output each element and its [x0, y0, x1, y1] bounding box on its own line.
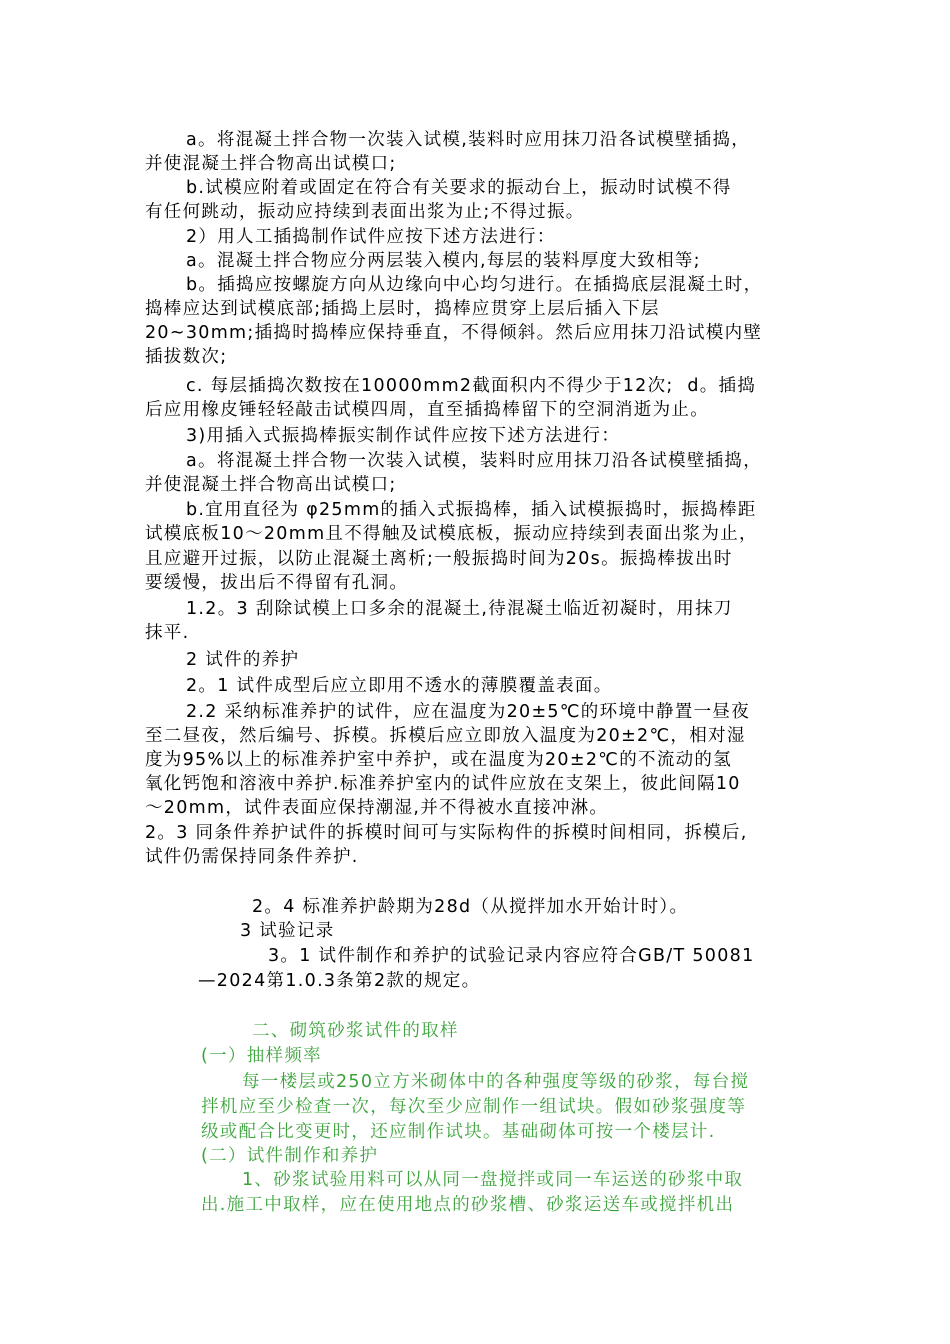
subsection-heading: (一）抽样频率	[201, 1046, 322, 1066]
paragraph-line: 20~30mm;插捣时捣棒应保持垂直，不得倾斜。然后应用抹刀沿试模内壁	[145, 323, 763, 343]
paragraph-line: 出.施工中取样，应在使用地点的砂浆槽、砂浆运送车或搅拌机出	[201, 1195, 735, 1215]
paragraph-line: 要缓慢，拔出后不得留有孔洞。	[145, 573, 409, 593]
paragraph-line: 后应用橡皮锤轻轻敲击试模四周，直至插捣棒留下的空洞消逝为止。	[145, 400, 709, 420]
section-heading: 二、砌筑砂浆试件的取样	[252, 1021, 459, 1041]
paragraph-line: b.宜用直径为 φ25mm的插入式振捣棒，插入试模振捣时，振捣棒距	[186, 500, 757, 520]
paragraph-line: 3)用插入式振捣棒振实制作试件应按下述方法进行：	[186, 426, 621, 446]
paragraph-line: 拌机应至少检查一次，每次至少应制作一组试块。假如砂浆强度等	[201, 1097, 747, 1117]
paragraph-line: c. 每层插捣次数按在10000mm2截面积内不得少于12次; d。插捣	[186, 376, 757, 396]
paragraph-line: 试模底板10～20mm且不得触及试模底板，振动应持续到表面出浆为止，	[145, 524, 758, 544]
paragraph-line: 试件仍需保持同条件养护.	[145, 847, 359, 867]
section-heading: 3 试验记录	[240, 921, 335, 941]
subsection-heading: (二）试件制作和养护	[201, 1146, 379, 1166]
paragraph-line: 2。4 标准养护龄期为28d（从搅拌加水开始计时）。	[252, 897, 689, 917]
paragraph-line: 2.2 采纳标准养护的试件，应在温度为20±5℃的环境中静置一昼夜	[186, 702, 751, 722]
paragraph-line: 氧化钙饱和溶液中养护.标准养护室内的试件应放在支架上，彼此间隔10	[145, 774, 741, 794]
paragraph-line: 2）用人工插捣制作试件应按下述方法进行：	[186, 227, 556, 247]
paragraph-line: 3。1 试件制作和养护的试验记录内容应符合GB/T 50081	[268, 946, 755, 966]
paragraph-line: b。插捣应按螺旋方向从边缘向中心均匀进行。在插捣底层混凝土时，	[186, 275, 763, 295]
paragraph-line: 有任何跳动，振动应持续到表面出浆为止;不得过振。	[145, 202, 585, 222]
paragraph-line: 级或配合比变更时，还应制作试块。基础砌体可按一个楼层计.	[201, 1122, 716, 1142]
paragraph-line: 并使混凝土拌合物高出试模口;	[145, 475, 397, 495]
paragraph-line: 2。1 试件成型后应立即用不透水的薄膜覆盖表面。	[186, 676, 613, 696]
paragraph-line: 且应避开过振，以防止混凝土离析;一般振捣时间为20s。振捣棒拔出时	[145, 549, 733, 569]
paragraph-line: ～20mm，试件表面应保持潮湿,并不得被水直接冲淋。	[145, 798, 609, 818]
paragraph-line: 抹平.	[145, 623, 190, 643]
paragraph-line: 插拔数次;	[145, 347, 228, 367]
paragraph-line: a。将混凝土拌合物一次装入试模,装料时应用抹刀沿各试模壁插捣，	[186, 130, 751, 150]
paragraph-line: 捣棒应达到试模底部;插捣上层时，捣棒应贯穿上层后插入下层	[145, 299, 660, 319]
paragraph-line: 每一楼层或250立方米砌体中的各种强度等级的砂浆，每台搅	[242, 1072, 750, 1092]
paragraph-line: 度为95%以上的标准养护室中养护，或在温度为20±2℃的不流动的氢	[145, 750, 733, 770]
paragraph-line: —2024第1.0.3条第2款的规定。	[198, 971, 481, 991]
paragraph-line: a。混凝土拌合物应分两层装入模内,每层的装料厚度大致相等;	[186, 251, 701, 271]
paragraph-line: 并使混凝土拌合物高出试模口;	[145, 154, 397, 174]
paragraph-line: b.试模应附着或固定在符合有关要求的振动台上，振动时试模不得	[186, 178, 732, 198]
paragraph-line: 1.2。3 刮除试模上口多余的混凝土,待混凝土临近初凝时，用抹刀	[186, 599, 733, 619]
paragraph-line: a。将混凝土拌合物一次装入试模，装料时应用抹刀沿各试模壁插捣，	[186, 451, 763, 471]
paragraph-line: 2。3 同条件养护试件的拆模时间可与实际构件的拆模时间相同，拆模后,	[145, 823, 748, 843]
paragraph-line: 1、砂浆试验用料可以从同一盘搅拌或同一车运送的砂浆中取	[242, 1170, 744, 1190]
paragraph-line: 至二昼夜，然后编号、拆模。拆模后应立即放入温度为20±2℃，相对湿	[145, 726, 746, 746]
section-heading: 2 试件的养护	[186, 650, 300, 670]
